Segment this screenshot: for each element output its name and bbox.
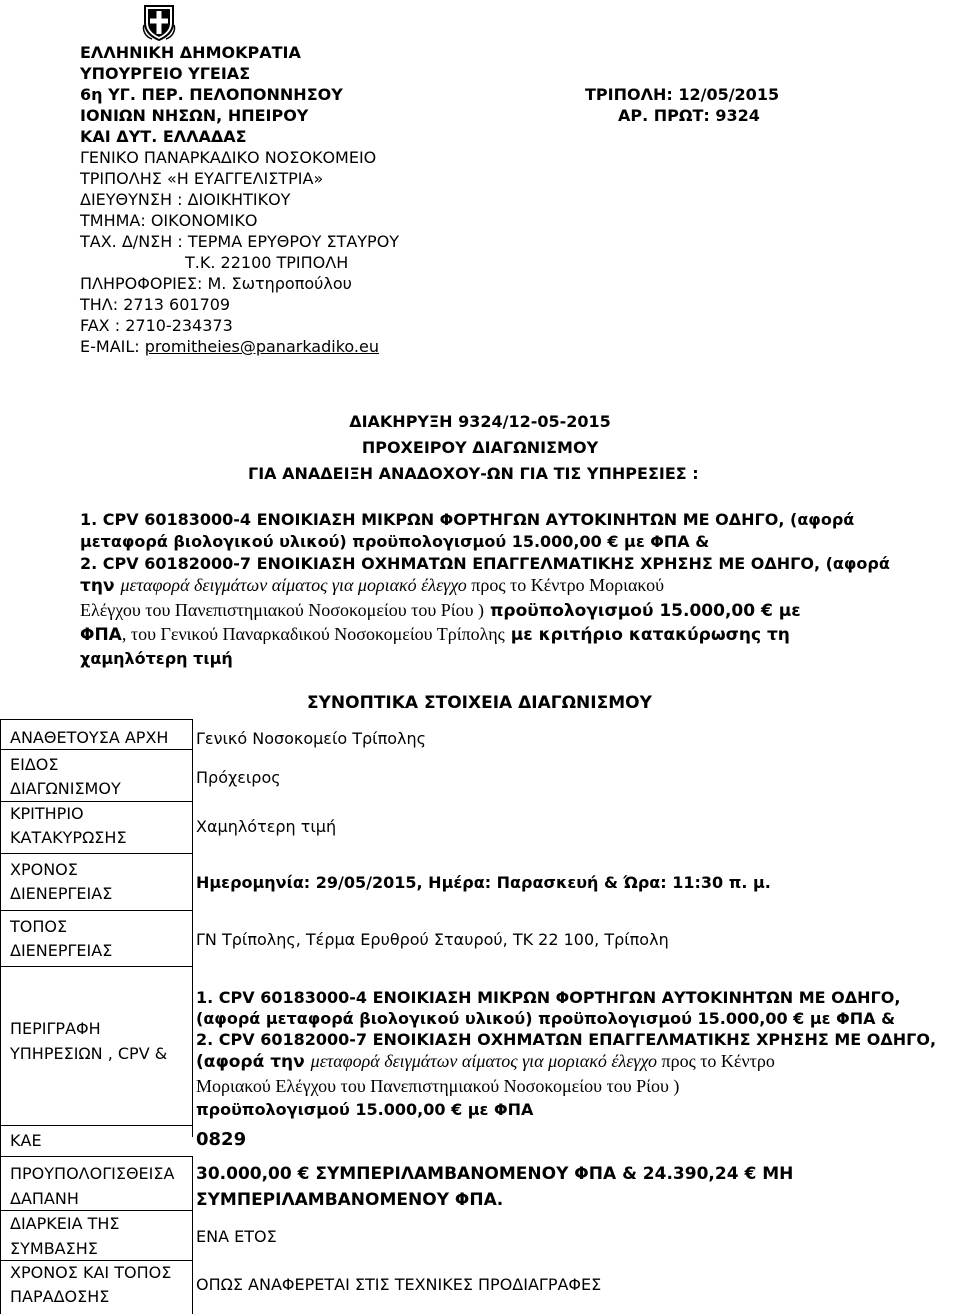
doc-subtitle: ΠΡΟΧΕΙΡΟΥ ΔΙΑΓΩΝΙΣΜΟΥ [361, 438, 599, 457]
label-contracting-authority: ΑΝΑΘΕΤΟΥΣΑ ΑΡΧΗ [10, 728, 169, 747]
info-fax: FAX : 2710-234373 [80, 316, 233, 335]
value-kae: 0829 [196, 1129, 247, 1150]
value-place: ΓΝ Τρίπολης, Τέρμα Ερυθρού Σταυρού, ΤΚ 22 100, Τρίπολη [196, 930, 669, 949]
label-delivery-line2: ΠΑΡΑΔΟΣΗΣ [10, 1287, 110, 1306]
value-contracting-authority: Γενικό Νοσοκομείο Τρίπολης [196, 729, 427, 748]
label-criterion-line2: ΚΑΤΑΚΥΡΩΣΗΣ [10, 828, 127, 847]
value-delivery: ΟΠΩΣ ΑΝΑΦΕΡΕΤΑΙ ΣΤΙΣ ΤΕΧΝΙΚΕΣ ΠΡΟΔΙΑΓΡΑΦΕΣ [196, 1275, 602, 1294]
label-time-line1: ΧΡΟΝΟΣ [10, 860, 78, 879]
header-ministry: ΥΠΟΥΡΓΕΙΟ ΥΓΕΙΑΣ [80, 64, 251, 83]
value-description-line6: προϋπολογισμού 15.000,00 € με ΦΠΑ [196, 1100, 534, 1119]
header-country: ΕΛΛΗΝΙΚΗ ΔΗΜΟΚΡΑΤΙΑ [80, 43, 301, 62]
item1-line1: 1. CPV 60183000-4 ΕΝΟΙΚΙΑΣΗ ΜΙΚΡΩΝ ΦΟΡΤΗΓΩΝ ΑΥΤΟΚΙΝΗΤΩΝ ΜΕ ΟΔΗΓΟ, (αφορά [80, 510, 855, 529]
info-address: ΤΑΧ. Δ/ΝΣΗ : ΤΕΡΜΑ ΕΡΥΘΡΟΥ ΣΤΑΥΡΟΥ [80, 232, 400, 251]
info-directorate: ΔΙΕΥΘΥΝΣΗ : ΔΙΟΙΚΗΤΙΚΟΥ [80, 190, 291, 209]
value-time: Ημερομηνία: 29/05/2015, Ημέρα: Παρασκευή & Ώρα: 11:30 π. μ. [196, 873, 771, 892]
label-delivery-line1: ΧΡΟΝΟΣ ΚΑΙ ΤΟΠΟΣ [10, 1263, 172, 1282]
info-phone: ΤΗΛ: 2713 601709 [80, 295, 231, 314]
item2-line1: 2. CPV 60182000-7 ΕΝΟΙΚΙΑΣΗ ΟΧΗΜΑΤΩΝ ΕΠΑΓΓΕΛΜΑΤΙΚΗΣ ΧΡΗΣΗΣ ΜΕ ΟΔΗΓΟ, (αφορά [80, 554, 890, 573]
header-hospital-line1: ΓΕΝΙΚΟ ΠΑΝΑΡΚΑΔΙΚΟ ΝΟΣΟΚΟΜΕΙΟ [80, 148, 377, 167]
label-duration-line2: ΣΥΜΒΑΣΗΣ [10, 1239, 98, 1258]
value-criterion: Χαμηλότερη τιμή [196, 817, 337, 836]
item2-line5: χαμηλότερη τιμή [80, 649, 233, 668]
item1-line2: μεταφορά βιολογικού υλικού) προϋπολογισμού 15.000,00 € με ΦΠΑ & [80, 532, 710, 551]
label-place-line1: ΤΟΠΟΣ [10, 917, 68, 936]
value-description-line5: Μοριακού Ελέγχου του Πανεπιστημιακού Νοσοκομείου του Ρίου ) [196, 1076, 680, 1096]
label-place-line2: ΔΙΕΝΕΡΓΕΙΑΣ [10, 941, 113, 960]
item2-line4: ΦΠΑ, του Γενικού Παναρκαδικού Νοσοκομείου Τρίπολης με κριτήριο κατακύρωσης τη [80, 624, 790, 645]
value-description-line2: (αφορά μεταφορά βιολογικού υλικού) προϋπολογισμού 15.000,00 € με ΦΠΑ & [196, 1009, 896, 1028]
label-time-line2: ΔΙΕΝΕΡΓΕΙΑΣ [10, 884, 113, 903]
value-duration: ΕΝΑ ΕΤΟΣ [196, 1227, 277, 1246]
value-budget-line2: ΣΥΜΠΕΡΙΛΑΜΒΑΝΟΜΕΝΟΥ ΦΠΑ. [196, 1190, 504, 1210]
label-duration-line1: ΔΙΑΡΚΕΙΑ ΤΗΣ [10, 1214, 120, 1233]
item2-line2: την μεταφορά δειγμάτων αίματος για μοριακό έλεγχο προς το Κέντρο Μοριακού [80, 575, 664, 596]
info-postcode: Τ.Κ. 22100 ΤΡΙΠΟΛΗ [185, 253, 349, 272]
header-date: ΤΡΙΠΟΛΗ: 12/05/2015 [585, 85, 780, 104]
label-budget-line2: ΔΑΠΑΝΗ [10, 1189, 79, 1208]
label-criterion-line1: ΚΡΙΤΗΡΙΟ [10, 804, 84, 823]
item2-line3: Ελέγχου του Πανεπιστημιακού Νοσοκομείου του Ρίου ) προϋπολογισμού 15.000,00 € με [80, 600, 801, 621]
value-description-line1: 1. CPV 60183000-4 ΕΝΟΙΚΙΑΣΗ ΜΙΚΡΩΝ ΦΟΡΤΗΓΩΝ ΑΥΤΟΚΙΝΗΤΩΝ ΜΕ ΟΔΗΓΟ, [196, 988, 901, 1007]
value-type: Πρόχειρος [196, 768, 281, 787]
header-protocol-number: ΑΡ. ΠΡΩΤ: 9324 [618, 106, 760, 125]
greek-state-emblem [142, 3, 176, 41]
label-type-line2: ΔΙΑΓΩΝΙΣΜΟΥ [10, 779, 121, 798]
doc-purpose: ΓΙΑ ΑΝΑΔΕΙΞΗ ΑΝΑΔΟΧΟΥ-ΩΝ ΓΙΑ ΤΙΣ ΥΠΗΡΕΣΙΕΣ : [248, 464, 699, 483]
doc-title: ΔΙΑΚΗΡΥΞΗ 9324/12-05-2015 [349, 412, 611, 431]
header-hospital-line2: ΤΡΙΠΟΛΗΣ «Η ΕΥΑΓΓΕΛΙΣΤΡΙΑ» [80, 169, 324, 188]
email-label: E-MAIL: [80, 337, 145, 356]
email-link[interactable]: promitheies@panarkadiko.eu [144, 337, 379, 356]
info-contact: ΠΛΗΡΟΦΟΡΙΕΣ: Μ. Σωτηροπούλου [80, 274, 352, 293]
value-budget-line1: 30.000,00 € ΣΥΜΠΕΡΙΛΑΜΒΑΝΟΜΕΝΟΥ ΦΠΑ & 24.390,24 € ΜΗ [196, 1164, 794, 1184]
label-kae: ΚΑΕ [10, 1131, 42, 1150]
header-region-line1: 6η ΥΓ. ΠΕΡ. ΠΕΛΟΠΟΝΝΗΣΟΥ [80, 85, 343, 104]
header-region-line3: ΚΑΙ ΔΥΤ. ΕΛΛΑΔΑΣ [80, 127, 247, 146]
summary-title: ΣΥΝΟΠΤΙΚΑ ΣΤΟΙΧΕΙΑ ΔΙΑΓΩΝΙΣΜΟΥ [307, 693, 652, 713]
label-budget-line1: ΠΡΟΥΠΟΛΟΓΙΣΘΕΙΣΑ [10, 1164, 175, 1183]
value-description-line4: (αφορά την μεταφορά δειγμάτων αίματος για μοριακό έλεγχο προς το Κέντρο [196, 1051, 775, 1072]
info-email-row [80, 336, 379, 357]
label-description-line2: ΥΠΗΡΕΣΙΩΝ , CPV & [10, 1044, 168, 1063]
header-region-line2: ΙΟΝΙΩΝ ΝΗΣΩΝ, ΗΠΕΙΡΟΥ [80, 106, 309, 125]
info-department: ΤΜΗΜΑ: ΟΙΚΟΝΟΜΙΚΟ [80, 211, 258, 230]
value-description-line3: 2. CPV 60182000-7 ΕΝΟΙΚΙΑΣΗ ΟΧΗΜΑΤΩΝ ΕΠΑΓΓΕΛΜΑΤΙΚΗΣ ΧΡΗΣΗΣ ΜΕ ΟΔΗΓΟ, [196, 1030, 937, 1049]
label-type-line1: ΕΙΔΟΣ [10, 755, 59, 774]
label-description-line1: ΠΕΡΙΓΡΑΦΗ [10, 1019, 101, 1038]
